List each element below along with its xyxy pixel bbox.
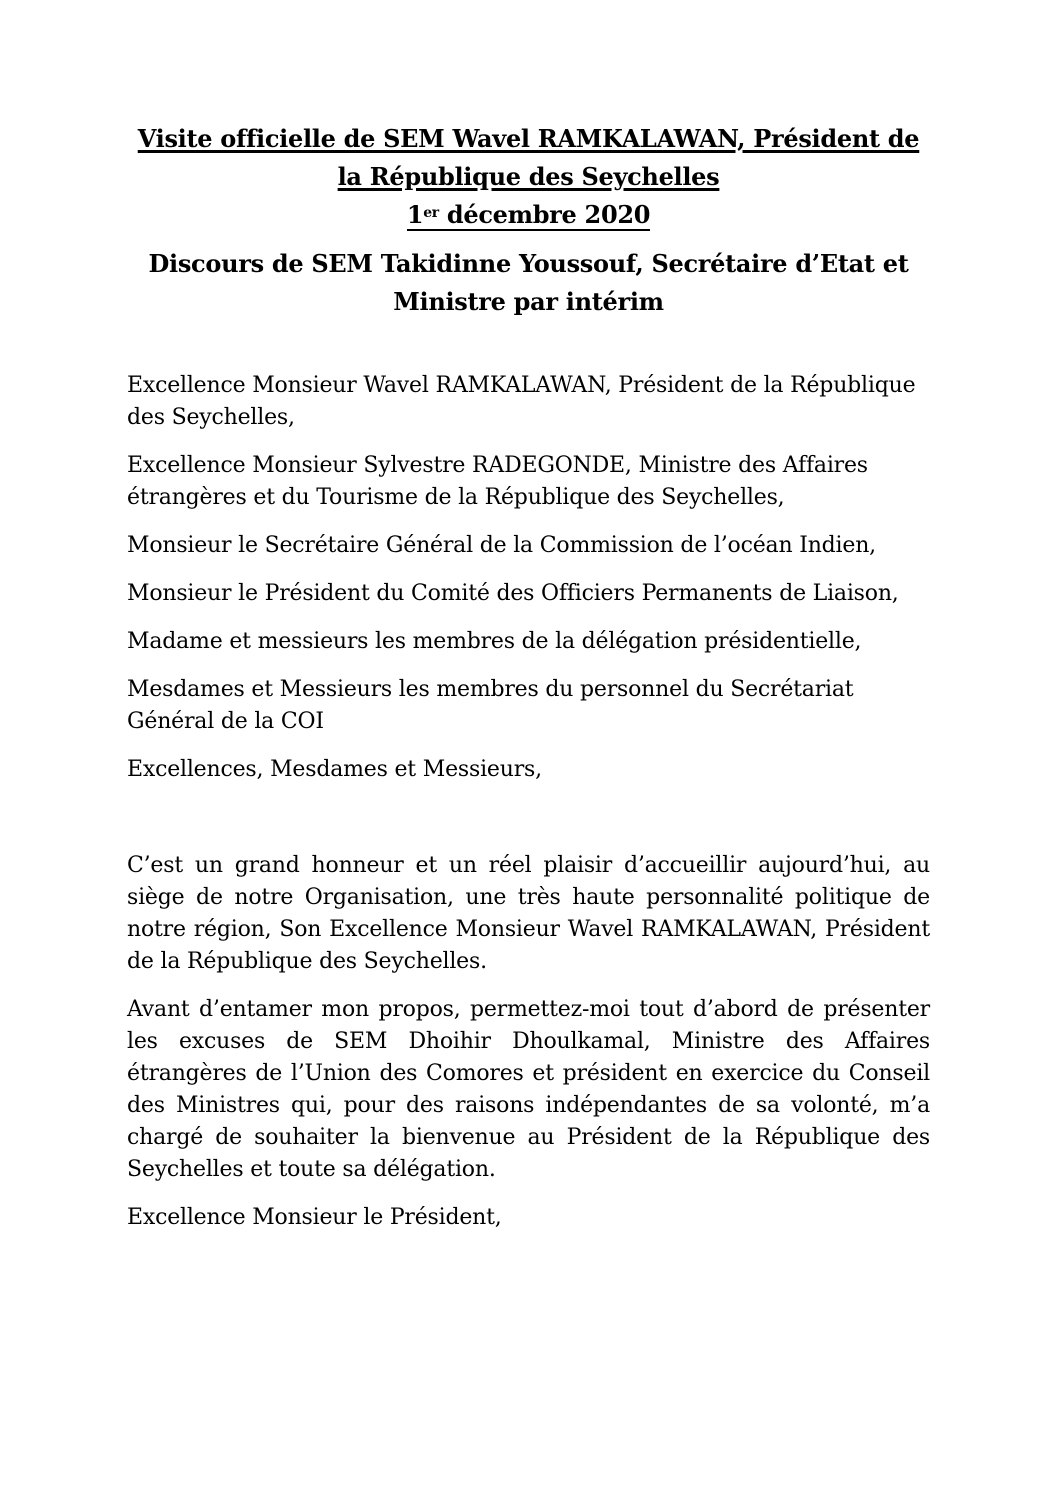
body-paragraph-1: C’est un grand honneur et un réel plaisir d’accueillir aujourd’hui, au siège de notre Organisation, une très haute personnalité politique de notre région, Son Excellence Monsieur Wavel RAMKALAWAN, Président de la République des Seychelles.	[127, 853, 930, 974]
document-subtitle: Discours de SEM Takidinne Youssouf, Secrétaire d’Etat et Ministre par intérim	[148, 249, 909, 316]
salutation-line-1: Excellence Monsieur Wavel RAMKALAWAN, Président de la République des Seychelles,	[127, 373, 916, 430]
salutation-line-4: Monsieur le Président du Comité des Officiers Permanents de Liaison,	[127, 581, 899, 606]
date-underlined-text	[407, 200, 650, 231]
salutation-line-2: Excellence Monsieur Sylvestre RADEGONDE, Ministre des Affaires étrangères et du Tourisme de la République des Seychelles,	[127, 453, 868, 510]
date-ordinal-superscript: er	[423, 204, 439, 221]
heading-body-spacer	[127, 321, 930, 370]
document-date	[127, 196, 930, 234]
salutation-line-3: Monsieur le Secrétaire Général de la Commission de l’océan Indien,	[127, 533, 876, 558]
salutation-line-5: Madame et messieurs les membres de la délégation présidentielle,	[127, 629, 862, 654]
closing-line: Excellence Monsieur le Président,	[127, 1205, 502, 1230]
section-gap	[127, 802, 930, 850]
date-day-number: 1	[406, 200, 424, 229]
date-month-year: décembre 2020	[438, 200, 651, 229]
salutation-line-6: Mesdames et Messieurs les membres du personnel du Secrétariat Général de la COI	[127, 677, 854, 734]
document-title: Visite officielle de SEM Wavel RAMKALAWAN, Président de la République des Seychelles	[137, 124, 920, 191]
body-paragraph-2: Avant d’entamer mon propos, permettez-moi tout d’abord de présenter les excuses de SEM Dhoihir Dhoulkamal, Ministre des Affaires étrangères de l’Union des Comores et président en exercice du Conseil des Ministres qui, pour des raisons indépendantes de sa volonté, m’a chargé de souhaiter la bienvenue au Président de la République des Seychelles et toute sa délégation.	[127, 997, 930, 1182]
salutation-line-7: Excellences, Mesdames et Messieurs,	[127, 757, 542, 782]
